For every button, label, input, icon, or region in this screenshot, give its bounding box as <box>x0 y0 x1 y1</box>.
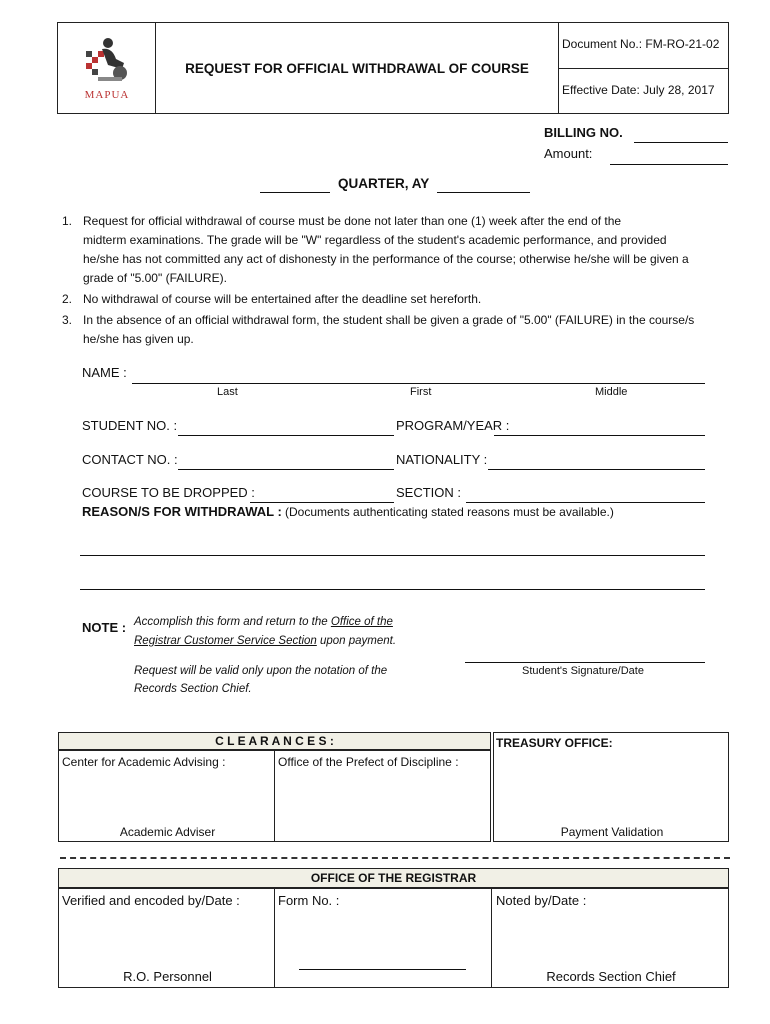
rule-line: he/she has not committed any act of dishonesty in the performance of the course; otherwise he/she will be given a <box>83 252 689 266</box>
payment-validation-caption: Payment Validation <box>560 825 664 839</box>
reason-line-1[interactable] <box>80 540 705 556</box>
document-number: Document No.: FM-RO-21-02 <box>559 23 729 69</box>
noted-box[interactable] <box>491 888 729 988</box>
section-field[interactable] <box>466 487 705 503</box>
note-line-3: Request will be valid only upon the notation of the <box>134 665 388 677</box>
ay-blank[interactable] <box>437 178 530 193</box>
quarter-blank[interactable] <box>260 178 330 193</box>
rule-number: 2. <box>62 292 73 306</box>
note-text: upon payment. <box>316 635 397 647</box>
rule-number: 3. <box>62 313 73 327</box>
first-name-caption: First <box>410 386 432 398</box>
records-chief-caption: Records Section Chief <box>546 969 676 984</box>
reason-note: (Documents authenticating stated reasons must be available.) <box>285 505 614 519</box>
logo-cell <box>58 23 156 113</box>
office-registrar-link: Office of the <box>330 616 393 628</box>
verified-label: Verified and encoded by/Date : <box>62 893 240 908</box>
prefect-discipline-box[interactable] <box>274 750 491 842</box>
note-line-4: Records Section Chief. <box>134 683 252 695</box>
form-no-field[interactable] <box>299 955 466 970</box>
course-dropped-label: COURSE TO BE DROPPED : <box>82 485 255 500</box>
program-year-label: PROGRAM/YEAR : <box>396 418 510 433</box>
name-label: NAME : <box>82 365 127 380</box>
form-header <box>57 22 729 114</box>
academic-advising-box[interactable] <box>58 750 275 842</box>
billing-no-field[interactable] <box>634 128 728 143</box>
contact-no-label: CONTACT NO. : <box>82 452 178 467</box>
course-dropped-field[interactable] <box>250 487 394 503</box>
signature-line[interactable] <box>465 648 705 663</box>
ro-personnel-caption: R.O. Personnel <box>123 969 212 984</box>
verified-box[interactable] <box>58 888 275 988</box>
rule-line: No withdrawal of course will be entertained after the deadline set hereforth. <box>83 292 482 306</box>
rule-line: In the absence of an official withdrawal form, the student shall be given a grade of "5.00" (FAILURE) in the course/s <box>83 313 695 327</box>
doc-info <box>558 23 728 113</box>
form-no-box[interactable] <box>274 888 492 988</box>
program-year-field[interactable] <box>494 420 705 436</box>
note-line-1 <box>134 616 393 628</box>
rule-line: midterm examinations. The grade will be "W" regardless of the student's academic performance, and provided <box>83 233 667 247</box>
effective-date: Effective Date: July 28, 2017 <box>562 83 715 97</box>
rule-line: he/she has given up. <box>83 332 194 346</box>
student-no-field[interactable] <box>178 420 394 436</box>
billing-no-label: BILLING NO. <box>544 125 623 140</box>
form-no-label: Form No. : <box>278 893 340 908</box>
signature-caption: Student's Signature/Date <box>522 665 644 677</box>
rule-number: 1. <box>62 214 73 228</box>
nationality-field[interactable] <box>488 454 705 470</box>
prefect-discipline-label: Office of the Prefect of Discipline : <box>278 755 459 769</box>
academic-advising-label: Center for Academic Advising : <box>62 755 226 769</box>
treasury-label: TREASURY OFFICE: <box>496 736 613 750</box>
academic-adviser-caption: Academic Adviser <box>119 825 216 839</box>
nationality-label: NATIONALITY : <box>396 452 488 467</box>
quarter-label: QUARTER, AY <box>338 176 430 191</box>
rule-line: grade of "5.00" (FAILURE). <box>83 271 227 285</box>
middle-name-caption: Middle <box>595 386 628 398</box>
section-label: SECTION : <box>396 485 462 500</box>
last-name-caption: Last <box>217 386 238 398</box>
cut-line <box>60 857 730 859</box>
amount-field[interactable] <box>610 150 728 165</box>
rule-line: Request for official withdrawal of course must be done not later than one (1) week after the end of the <box>83 214 622 228</box>
clearances-title: C L E A R A N C E S : <box>58 732 491 750</box>
reason-label: REASON/S FOR WITHDRAWAL : <box>82 504 282 519</box>
amount-label: Amount: <box>544 146 593 161</box>
noted-label: Noted by/Date : <box>496 893 587 908</box>
reason-line-2[interactable] <box>80 574 705 590</box>
registrar-title: OFFICE OF THE REGISTRAR <box>58 868 729 888</box>
student-no-label: STUDENT NO. : <box>82 418 178 433</box>
form-title: REQUEST FOR OFFICIAL WITHDRAWAL OF COURSE <box>185 60 529 76</box>
registrar-section-link: Registrar Customer Service Section <box>134 635 317 647</box>
note-text: Accomplish this form and return to the <box>134 616 331 628</box>
contact-no-field[interactable] <box>178 454 394 470</box>
note-label: NOTE : <box>82 620 127 635</box>
treasury-box[interactable] <box>493 732 729 842</box>
name-field[interactable] <box>132 368 705 384</box>
logo-text: MAPUA <box>84 89 130 101</box>
note-line-2 <box>134 635 396 647</box>
